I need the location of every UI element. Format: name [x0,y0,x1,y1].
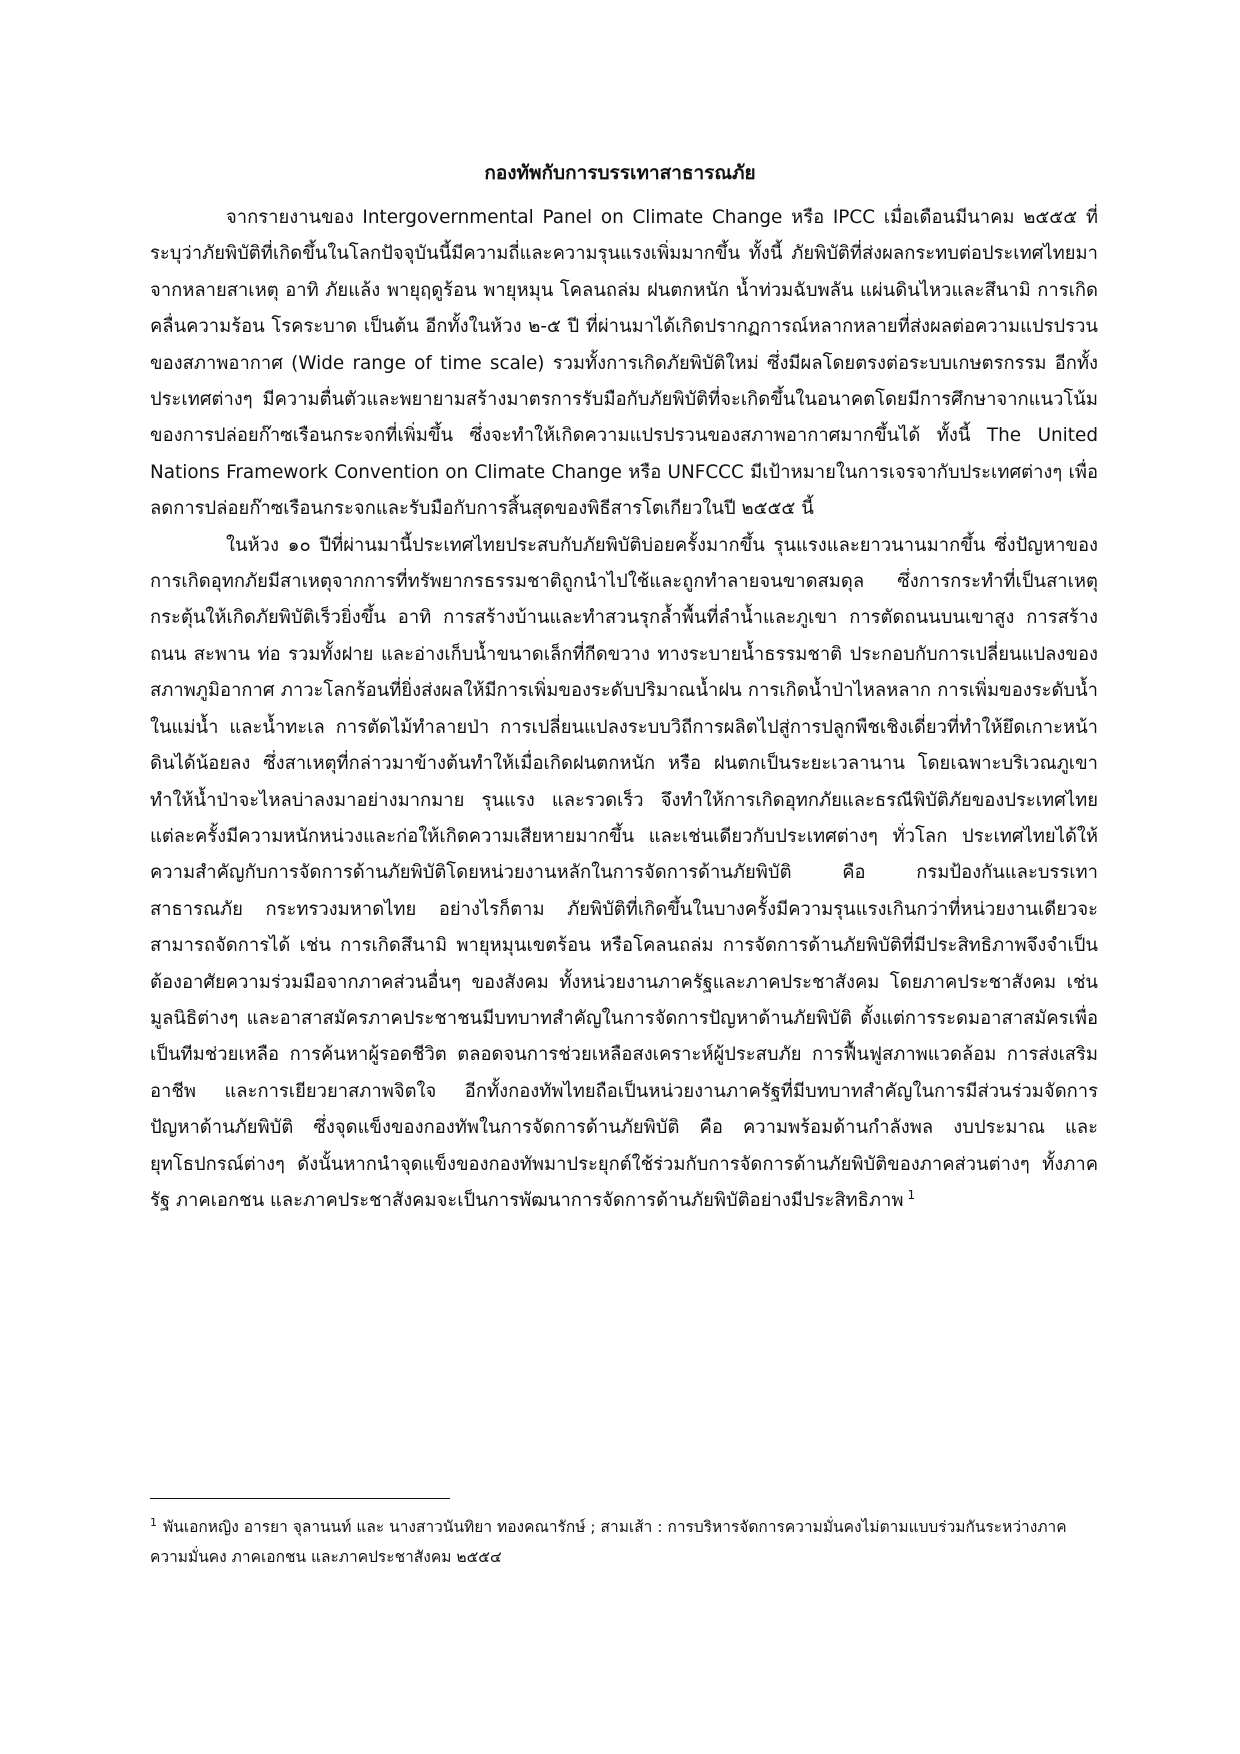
footnote-divider [150,1498,450,1499]
footnote-reference: 1 [907,1187,916,1202]
footnote-marker: 1 [150,1515,157,1529]
paragraph-thailand-disasters-text: ในห้วง ๑๐ ปีที่ผ่านมานี้ประเทศไทยประสบกับภัยพิบัติบ่อยครั้งมากขึ้น รุนแรงและยาวนานมากขึ้น ซึ่งปัญหาของการเกิดอุทกภัยมีสาเหตุจากการที่ทรัพยากรธรรมชาติถูกนำไปใช้และถูกทำลายจนขาดสมดุล ซึ่งการกระทำที่เป็นสาเหตุกระตุ้นให้เกิดภัยพิบัติเร็วยิ่งขึ้น อาทิ การสร้างบ้านและทำสวนรุกล้ำพื้นที่ลำน้ำและภูเขา การตัดถนนบนเขาสูง การสร้างถนน สะพาน ท่อ รวมทั้งฝาย และอ่างเก็บน้ำขนาดเล็กที่กีดขวาง ทางระบายน้ำธรรมชาติ ประกอบกับการเปลี่ยนแปลงของสภาพภูมิอากาศ ภาวะโลกร้อนที่ยิ่งส่งผลให้มีการเพิ่มของระดับปริมาณน้ำฝน การเกิดน้ำป่าไหลหลาก การเพิ่มของระดับน้ำในแม่น้ำ และน้ำทะเล การตัดไม้ทำลายป่า การเปลี่ยนแปลงระบบวิถีการผลิตไปสู่การปลูกพืชเชิงเดี่ยวที่ทำให้ยึดเกาะหน้าดินได้น้อยลง ซึ่งสาเหตุที่กล่าวมาข้างต้นทำให้เมื่อเกิดฝนตกหนัก หรือ ฝนตกเป็นระยะเวลานาน โดยเฉพาะบริเวณภูเขา ทำให้น้ำป่าจะไหลบ่าลงมาอย่างมากมาย รุนแรง และรวดเร็ว จึงทำให้การเกิดอุทกภัยและธรณีพิบัติภัยของประเทศไทยแต่ละครั้งมีความหนักหน่วงและก่อให้เกิดความเสียหายมากขึ้น และเช่นเดียวกับประเทศต่างๆ ทั่วโลก ประเทศไทยได้ให้ความสำคัญกับการจัดการด้านภัยพิบัติโดยหน่วยงานหลักในการจัดการด้านภัยพิบัติ คือ กรมป้องกันและบรรเทาสาธารณภัย กระทรวงมหาดไทย อย่างไรก็ตาม ภัยพิบัติที่เกิดขึ้นในบางครั้งมีความรุนแรงเกินกว่าที่หน่วยงานเดียวจะสามารถจัดการได้ เช่น การเกิดสึนามิ พายุหมุนเขตร้อน หรือโคลนถล่ม การจัดการด้านภัยพิบัติที่มีประสิทธิภาพจึงจำเป็นต้องอาศัยความร่วมมือจากภาคส่วนอื่นๆ ของสังคม ทั้งหน่วยงานภาครัฐและภาคประชาสังคม โดยภาคประชาสังคม เช่น มูลนิธิต่างๆ และอาสาสมัครภาคประชาชนมีบทบาทสำคัญในการจัดการปัญหาด้านภัยพิบัติ ตั้งแต่การระดมอาสาสมัครเพื่อเป็นทีมช่วยเหลือ การค้นหาผู้รอดชีวิต ตลอดจนการช่วยเหลือสงเคราะห์ผู้ประสบภัย การฟื้นฟูสภาพแวดล้อม การส่งเสริมอาชีพ และการเยียวยาสภาพจิตใจ อีกทั้งกองทัพไทยถือเป็นหน่วยงานภาครัฐที่มีบทบาทสำคัญในการมีส่วนร่วมจัดการปัญหาด้านภัยพิบัติ ซึ่งจุดแข็งของกองทัพในการจัดการด้านภัยพิบัติ คือ ความพร้อมด้านกำลังพล งบประมาณ และยุทโธปกรณ์ต่างๆ ดังนั้นหากนำจุดแข็งของกองทัพมาประยุกต์ใช้ร่วมกับการจัดการด้านภัยพิบัติของภาคส่วนต่างๆ ทั้งภาครัฐ ภาคเอกชน และภาคประชาสังคมจะเป็นการพัฒนาการจัดการด้านภัยพิบัติอย่างมีประสิทธิภาพ [150,534,1098,1211]
footnote [150,1512,1098,1572]
document-body [150,200,1098,1219]
paragraph-ipcc-report: จากรายงานของ Intergovernmental Panel on Climate Change หรือ IPCC เมื่อเดือนมีนาคม ๒๕๕๕ ที่ระบุว่าภัยพิบัติที่เกิดขึ้นในโลกปัจจุบันนี้มีความถี่และความรุนแรงเพิ่มมากขึ้น ทั้งนี้ ภัยพิบัติที่ส่งผลกระทบต่อประเทศไทยมาจากหลายสาเหตุ อาทิ ภัยแล้ง พายุฤดูร้อน พายุหมุน โคลนถล่ม ฝนตกหนัก น้ำท่วมฉับพลัน แผ่นดินไหวและสึนามิ การเกิดคลื่นความร้อน โรคระบาด เป็นต้น อีกทั้งในห้วง ๒-๕ ปี ที่ผ่านมาได้เกิดปรากฏการณ์หลากหลายที่ส่งผลต่อความแปรปรวนของสภาพอากาศ (Wide range of time scale) รวมทั้งการเกิดภัยพิบัติใหม่ ซึ่งมีผลโดยตรงต่อระบบเกษตรกรรม อีกทั้ง ประเทศต่างๆ มีความตื่นตัวและพยายามสร้างมาตรการรับมือกับภัยพิบัติที่จะเกิดขึ้นในอนาคตโดยมีการศึกษาจากแนวโน้มของการปล่อยก๊าซเรือนกระจกที่เพิ่มขึ้น ซึ่งจะทำให้เกิดความแปรปรวนของสภาพอากาศมากขึ้นได้ ทั้งนี้ The United Nations Framework Convention on Climate Change หรือ UNFCCC มีเป้าหมายในการเจรจากับประเทศต่างๆ เพื่อลดการปล่อยก๊าซเรือนกระจกและรับมือกับการสิ้นสุดของพิธีสารโตเกียวในปี ๒๕๕๕ นี้ [150,207,1098,520]
paragraph-thailand-disasters [150,528,1098,1220]
document-title: กองทัพกับการบรรเทาสาธารณภัย [484,162,756,184]
footnote-text: พันเอกหญิง อารยา จุลานนท์ และ นางสาวนันทิยา ทองคณารักษ์ ; สามเส้า : การบริหารจัดการความมั่นคงไม่ตามแบบร่วมกันระหว่างภาคความมั่นคง ภาคเอกชน และภาคประชาสังคม ๒๕๕๔ [150,1518,1067,1566]
